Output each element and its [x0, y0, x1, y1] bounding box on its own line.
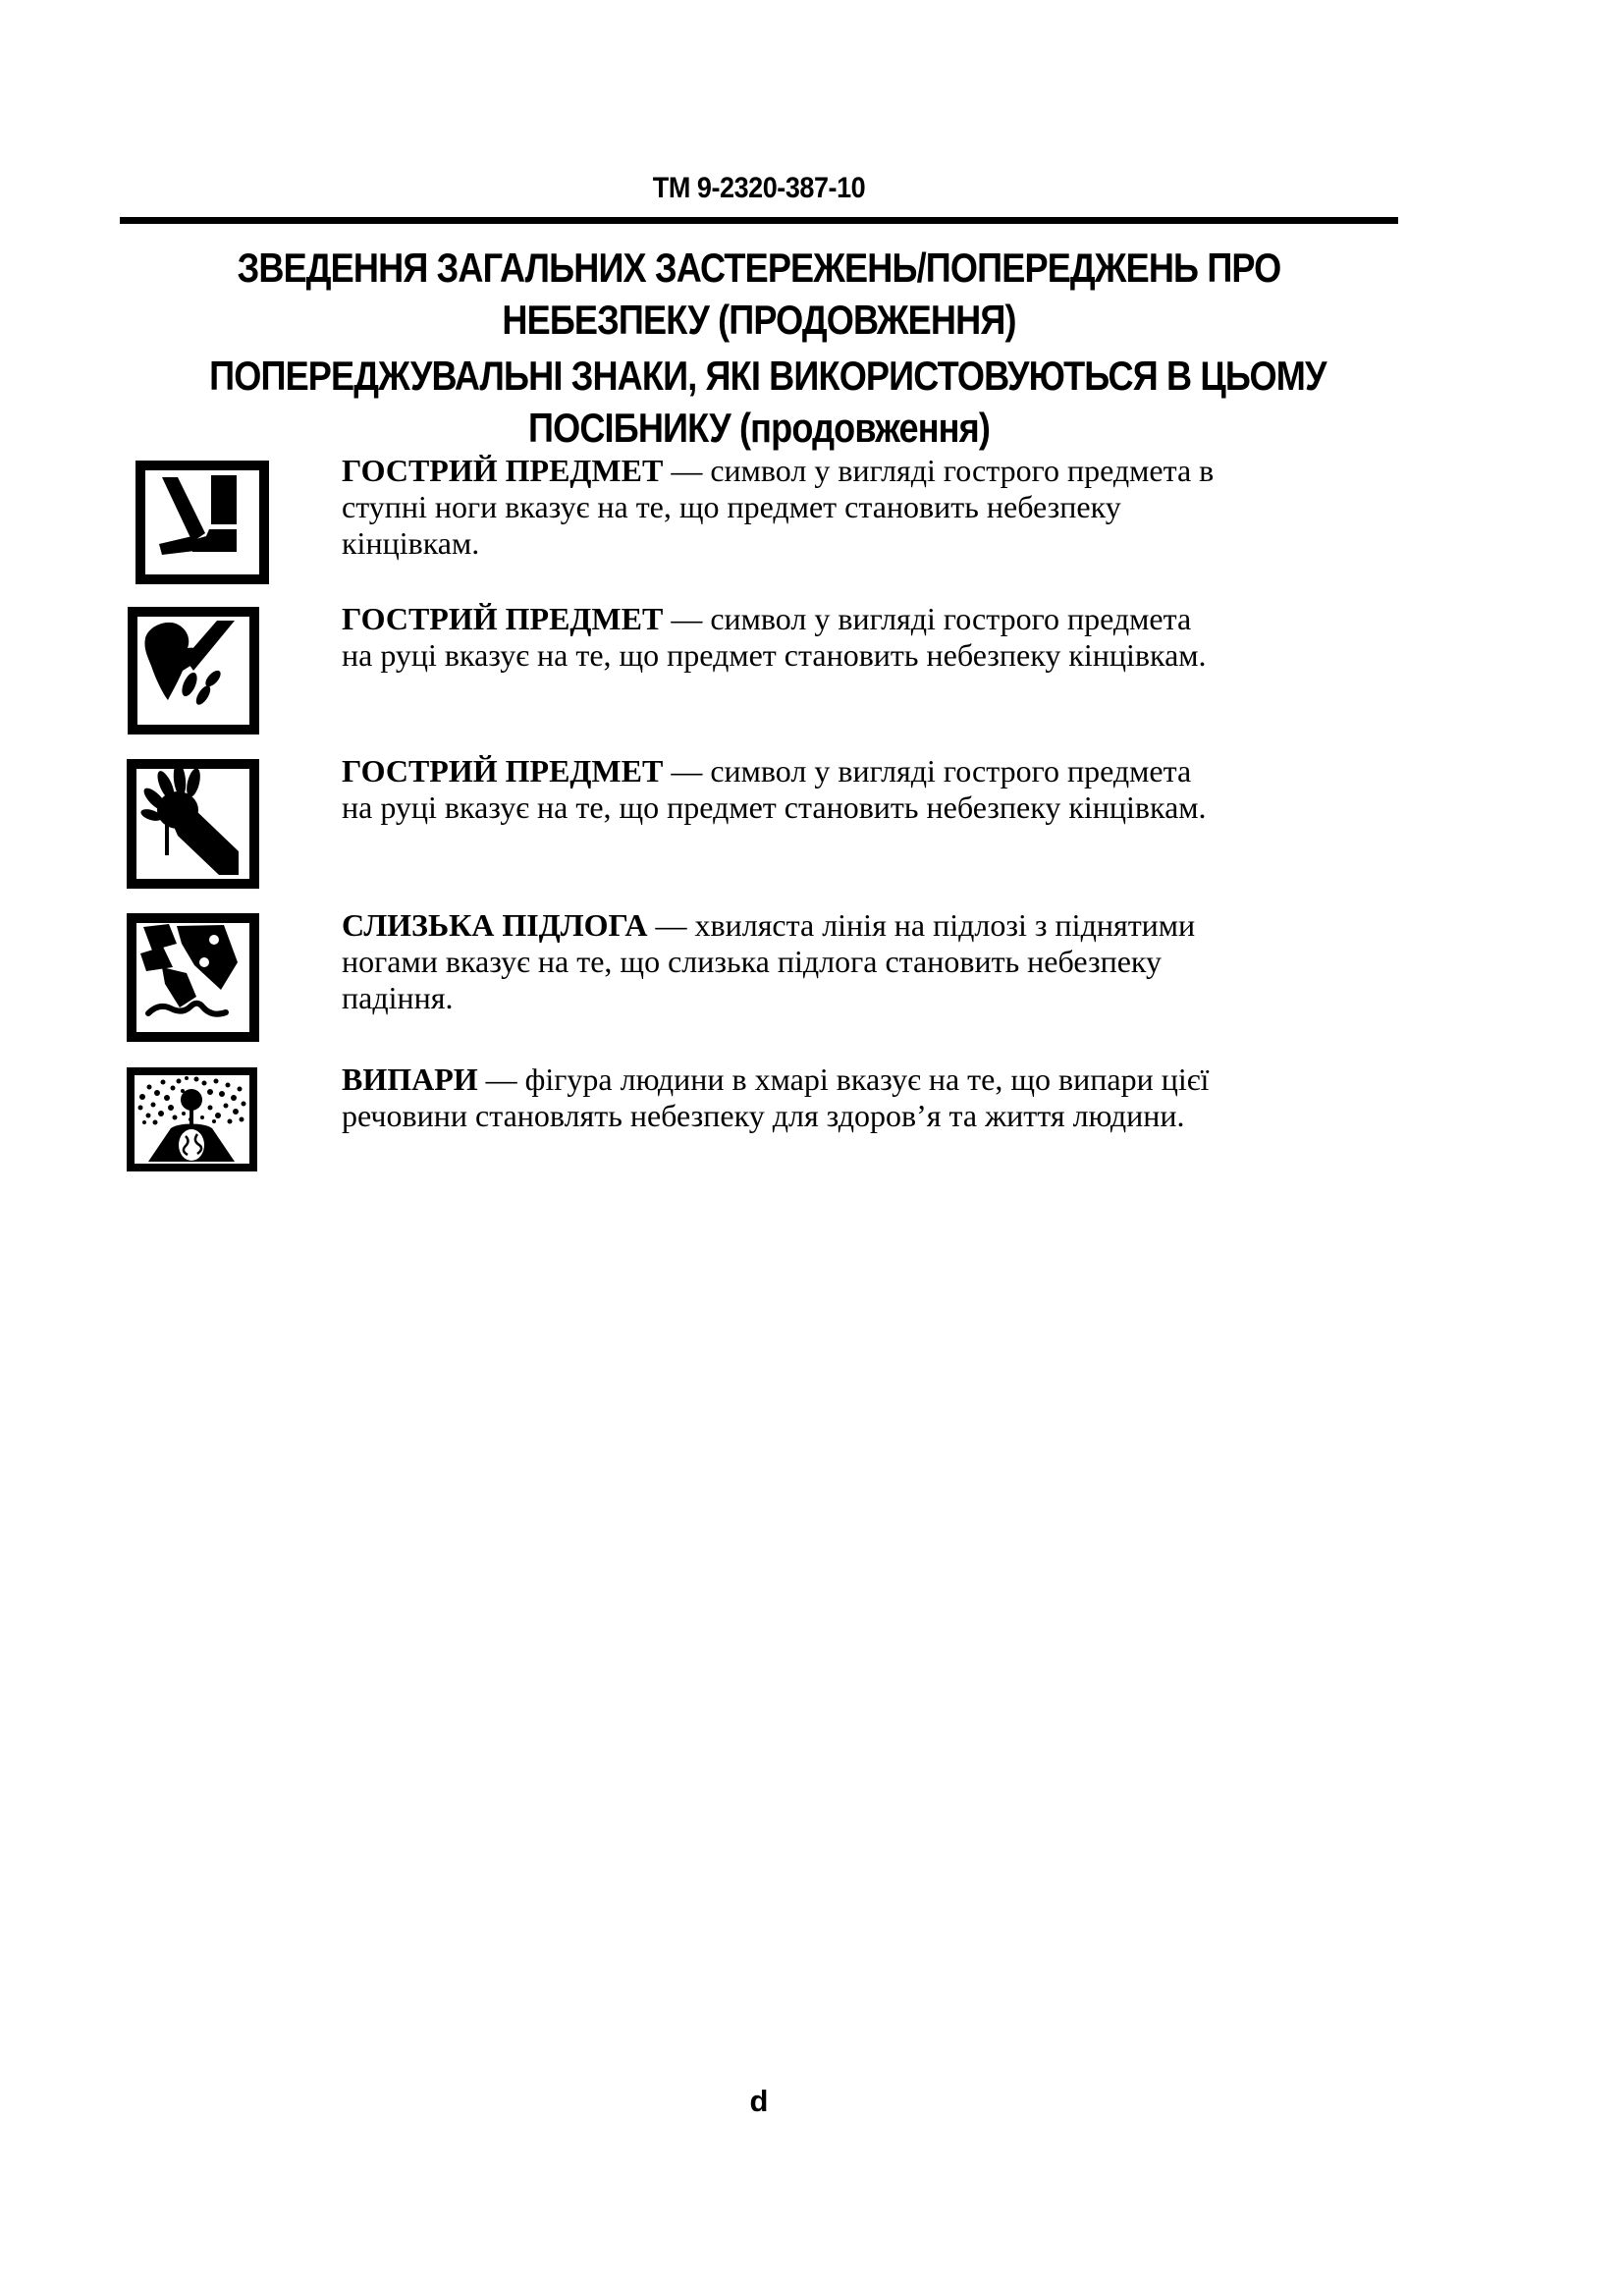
warning-description: — хвиляста лінія на підлозі з піднятими ногами вказує на те, що слизька підлога становить небезпеку падіння. [342, 907, 1196, 1015]
page-title [120, 242, 1398, 346]
manual-number-header: ТМ 9-2320-387-10 [652, 172, 866, 204]
page-subtitle-line-1: ПОПЕРЕДЖУВАЛЬНІ ЗНАКИ, ЯКІ ВИКОРИСТОВУЮТЬСЯ В ЦЬОМУ [209, 353, 1326, 399]
page-subtitle-line-2: ПОСІБНИКУ (продовження) [527, 405, 991, 451]
warning-term: ГОСТРИЙ ПРЕДМЕТ [342, 753, 664, 789]
page-title-line-2: НЕБЕЗПЕКУ (ПРОДОВЖЕННЯ) [502, 297, 1016, 343]
page-subtitle [120, 350, 1398, 454]
warning-text [342, 453, 1225, 562]
warning-text [342, 907, 1225, 1016]
warning-text [342, 1061, 1225, 1134]
page-number: d [749, 2084, 769, 2118]
warning-description: — фігура людини в хмарі вказує на те, що випари цієї речовини становлять небезпеку для здоров’я та життя людини. [342, 1061, 1210, 1133]
warning-text [342, 753, 1225, 826]
sharp-object-foot-icon [135, 461, 269, 584]
warning-term: ГОСТРИЙ ПРЕДМЕТ [342, 453, 664, 488]
warning-term: ВИПАРИ [342, 1061, 478, 1097]
slippery-floor-icon [127, 913, 259, 1042]
page-title-line-1: ЗВЕДЕННЯ ЗАГАЛЬНИХ ЗАСТЕРЕЖЕНЬ/ПОПЕРЕДЖЕНЬ ПРО [237, 245, 1281, 291]
sharp-object-palm-icon [127, 759, 259, 889]
warning-term: СЛИЗЬКА ПІДЛОГА [342, 907, 648, 943]
sharp-object-hand-icon [128, 607, 259, 734]
warning-description: — символ у вигляді гострого предмета в ступні ноги вказує на те, що предмет становить небезпеку кінцівкам. [342, 453, 1215, 561]
warning-term: ГОСТРИЙ ПРЕДМЕТ [342, 601, 664, 636]
header-divider [120, 217, 1398, 224]
vapors-icon [127, 1067, 257, 1171]
warning-text [342, 601, 1225, 674]
warning-description: — символ у вигляді гострого предмета на руці вказує на те, що предмет становить небезпеку кінцівкам. [342, 601, 1207, 673]
warning-description: — символ у вигляді гострого предмета на руці вказує на те, що предмет становить небезпеку кінцівкам. [342, 753, 1207, 825]
